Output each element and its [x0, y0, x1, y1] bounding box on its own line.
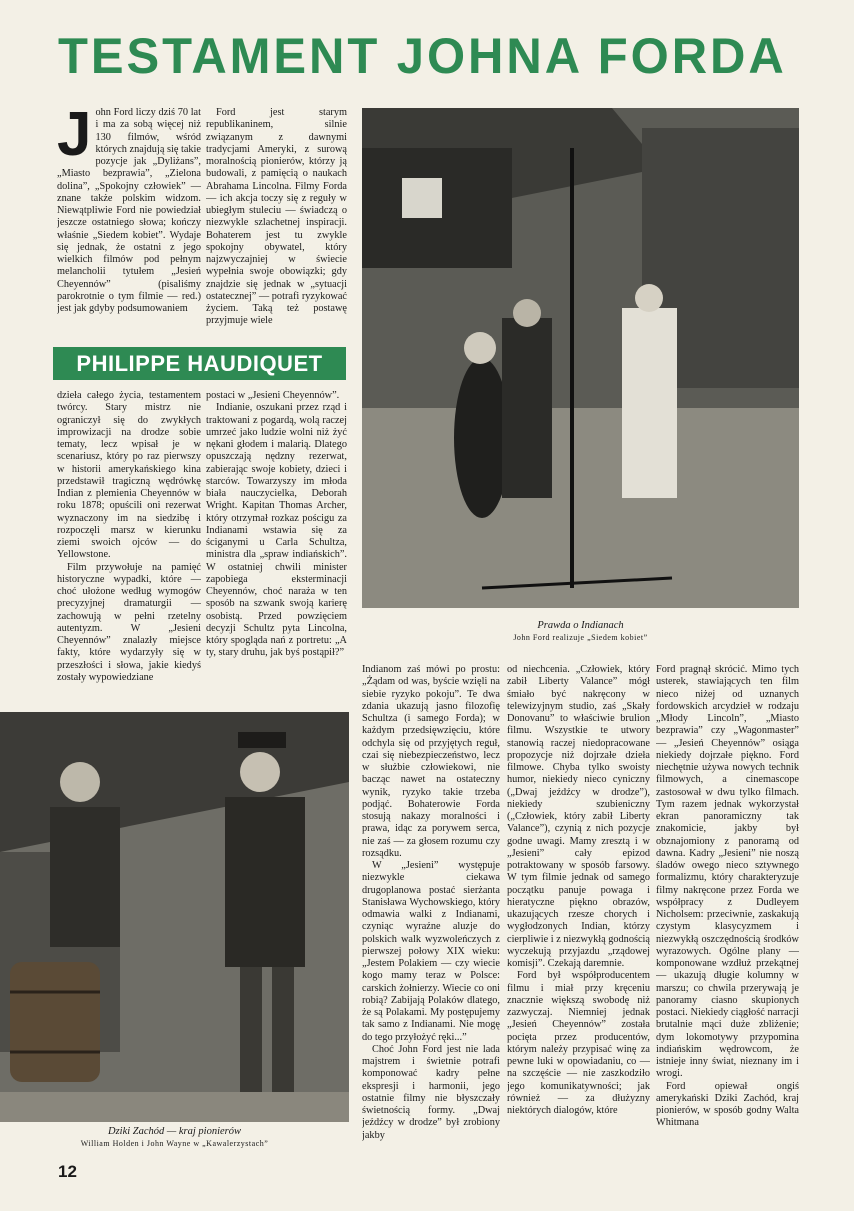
- paragraph: Choć John Ford jest nie lada majstrem i świetnie potrafi komponować kadry pełne ekspresji i harmonii, jego ostatnie filmy nie błyszczały świetnością formy. „Dwaj jeźdźcy w drodze” był zrobiony jakby: [362, 1043, 500, 1141]
- caption-title: Dziki Zachód — kraj pionierów: [108, 1126, 241, 1137]
- intro-column-left: [57, 107, 201, 337]
- paragraph: Ford był współproducentem filmu i miał przy kręceniu znacznie większą swobodę niż zazwyczaj. Niemniej jednak „Jesień Cheyennów” została pocięta przez producentów, którym należy przypisać winę za pewne luki w opowiadaniu, co — na szczęście — nie zaszkodziło jego komunikatywności; jak również — za dłużyzny niektórych dialogów, które: [507, 970, 650, 1116]
- photo-illustration: [362, 108, 799, 608]
- caption-subtitle: John Ford realizuje „Siedem kobiet”: [513, 633, 648, 642]
- photo-bottom-caption: [0, 1126, 349, 1150]
- paragraph: od niechcenia. „Człowiek, który zabił Liberty Valance” mógł śmiało być nakręcony w telewizyjnym studio, zaś „Skały Donovanu” to właściwie brulion filmu. Wszystkie te utwory stanowią raczej niedopracowane propozycje niż dojrzałe dzieła filmowe. Chyba tylko swoisty humor, niekiedy nieco cyniczny („Dwaj jeźdźcy w drodze”), niekiedy szubieniczny („Człowiek, który zabił Liberty Valance”), czynią z nich pozycje godne uwagi. Mamy zresztą i w „Jesieni” cały epizod potraktowany w sposób farsowy. W tym filmie jednak od samego początku panuje powaga i hieratyczne piękno obrazów, ukazujących rzesze chorych i wygłodzonych Indian, którzy cierpliwie i z niezwykłą godnością wyczekują przyjazdu „rządowej komisji”. Czekają daremnie.: [507, 664, 650, 969]
- body-column-b: [206, 390, 347, 702]
- intro-text: ohn Ford liczy dziś 70 lat i ma za sobą więcej niż 130 filmów, wśród których znajdują się takie pozycje jak „Dyliżans”, „Miasto bezprawia”, „Zielona dolina”, „Spokojny człowiek” — znane także polskim widzom. Niewątpliwie Ford nie powiedział jeszcze ostatniego słowa; kończy właśnie „Siedem kobiet”. Wydaje się jednak, że ostatni z jego wielkich filmów pod pełnym melancholii tytułem „Jesień Cheyennów” (pisaliśmy parokrotnie o tym filmie — red.) jest jak gdyby podsumowaniem: [57, 107, 201, 314]
- page-number: 12: [58, 1162, 77, 1181]
- paragraph: Ford opiewał ongiś amerykański Dziki Zachód, kraj pionierów, w sposób godny Walta Whitmana: [656, 1080, 799, 1129]
- article-title: TESTAMENT JOHNA FORDA: [58, 28, 787, 84]
- paragraph: Indianie, oszukani przez rząd i traktowani z pogardą, wolą raczej umrzeć jako ludzie wolni niż żyć nękani głodem i malarią. Dlatego opuszczają nędzny rezerwat, zabierając swoje kobiety, dzieci i starców. Towarzyszy im młoda biała nauczycielka, Deborah Wright. Kapitan Thomas Archer, który otrzymał rozkaz pościgu za Indianami wstawia się za ściganymi u Carla Schultza, ministra dla „spraw indiańskich”. W ostatniej chwili minister zapobiega eksterminacji Cheyennów, choć naraża w ten sposób na szwank swoją karierę osobistą. Przed powzięciem decyzji Schultz pyta Lincolna, który spogląda nań z portretu: „A ty, stary druhu, jak byś postąpił?”: [206, 402, 347, 659]
- intro-paragraph: Ford jest starym republikaninem, silnie związanym z dawnymi tradycjami Ameryki, z surową moralnością pionierów, którzy ją budowali, z pamięcią o naukach Abrahama Lincolna. Filmy Forda — ich akcja toczy się z reguły w ubiegłym stuleciu — świadczą o niezwykle szlachetnej inspiracji. Bohaterem jest tu zwykle spokojny obywatel, który najzwyczajniej w świecie wypełnia swoje obowiązki; gdy znajdzie się jednak w „sytuacji ostatecznej” — potrafi ryzykować życiem. Taką też postawę przyjmuje wiele: [206, 107, 347, 327]
- body-column-d: [507, 664, 650, 1162]
- paragraph: Film przywołuje na pamięć historyczne wypadki, które — choć ułożone według wymogów precyzyjnej dramaturgii — zachowują w pełni rzetelny autentyzm. W „Jesieni Cheyennów” znalazły miejsce fakty, które wydarzyły się w przeszłości i słowa, jakie kiedyś zostały wypowiedziane: [57, 561, 201, 683]
- paragraph: postaci w „Jesieni Cheyennów”.: [206, 390, 340, 401]
- paragraph: dzieła całego życia, testamentem twórcy. Stary mistrz nie ograniczył się do zwykłych improwizacji na drodze sobie tematy, lecz wpisał je w scenariusz, który po raz pierwszy w historii amerykańskiego kina przedstawił tragiczną wędrówkę Indian z plemienia Cheyennów w roku 1878; opuścili oni rezerwat wyznaczony im na siedzibę i rozpoczęli marsz w kierunku ziemi swoich ojców — do Yellowstone.: [57, 390, 201, 561]
- caption-subtitle: William Holden i John Wayne w „Kawalerzystach”: [80, 1139, 269, 1148]
- photo-prawda-o-indianach: [362, 108, 799, 608]
- photo-dziki-zachod: [0, 712, 349, 1122]
- photo-illustration: [0, 712, 349, 1122]
- paragraph: W „Jesieni” występuje niezwykle ciekawa drugoplanowa postać sierżanta Stanisława Wychowskiego, który odmawia walki z Indianami, czyniąc wyraźne aluzje do polskich walk wyzwoleńczych z pierwszej połowy XIX wieku: „Jestem Polakiem — czy wiecie kogo mamy teraz w Polsce: carskich żołnierzy. Wiecie co oni robią? Zabijają Polaków dlatego, że są Polakami. My postępujemy tak samo z Indianami. Nie mogę do tego przyłożyć ręki...”: [362, 860, 500, 1043]
- author-byline: PHILIPPE HAUDIQUET: [53, 347, 346, 380]
- paragraph: Ford pragnął skrócić. Mimo tych usterek, stawiających ten film nieco niżej od uznanych fordowskich arcydzieł w rodzaju „Młody Lincoln”, „Miasto bezprawia” czy „Wagonmaster” — „Jesień Cheyennów” osiąga niekiedy dojrzałe piękno. Ford niechętnie używa nowych technik filmowych, a cinemascope zastosował w dwu tylko filmach. Tym razem jednak wykorzystał ekran panoramiczny tak znakomicie, jakby był obznajomiony z panoramą od dawna. Kadry „Jesieni” nie noszą śladów owego nieco sztywnego formalizmu, który charakteryzuje filmy nakręcone przez Forda we współpracy z Dudleyem Nicholsem: przeciwnie, zaskakują czystym klasycyzmem i niezwykłą oszczędnością środków wyrazowych. Ogólne plany — komponowane wzdłuż przekątnej — ukazują długie kolumny w marszu; co chwila przerywają je panoramy ciasno skupionych postaci. Niekiedy ciągłość narracji brutalnie mąci duże zbliżenie; dym lokomotywy przypomina indiańskim wędrowcom, że istnieje inny świat, nieznany im i wrogi.: [656, 664, 799, 1080]
- photo-top-caption: [362, 620, 799, 644]
- body-column-e: [656, 664, 799, 1162]
- body-column-a: [57, 390, 201, 702]
- drop-cap: J: [57, 107, 92, 169]
- caption-title: Prawda o Indianach: [537, 620, 624, 631]
- body-column-c: [362, 664, 500, 1162]
- intro-column-right: [206, 107, 347, 337]
- paragraph: Indianom zaś mówi po prostu: „Żądam od was, byście wzięli na siebie ryzyko pokoju”. Te dwa zdania ukazują jasno filozofię Schultza (i samego Forda); w każdym przedsięwzięciu, które odchyla się od przyjętych reguł, czai się niebezpieczeństwo, lecz w służbie człowiekowi, nie bacząc nawet na ostateczny wynik, ryzyko takie trzeba podjąć. Bohaterowie Forda stosują nakazy moralności i prawa, idąc za porywem serca, nie zaś — za głosem rozumu czy rozsądku.: [362, 664, 500, 859]
